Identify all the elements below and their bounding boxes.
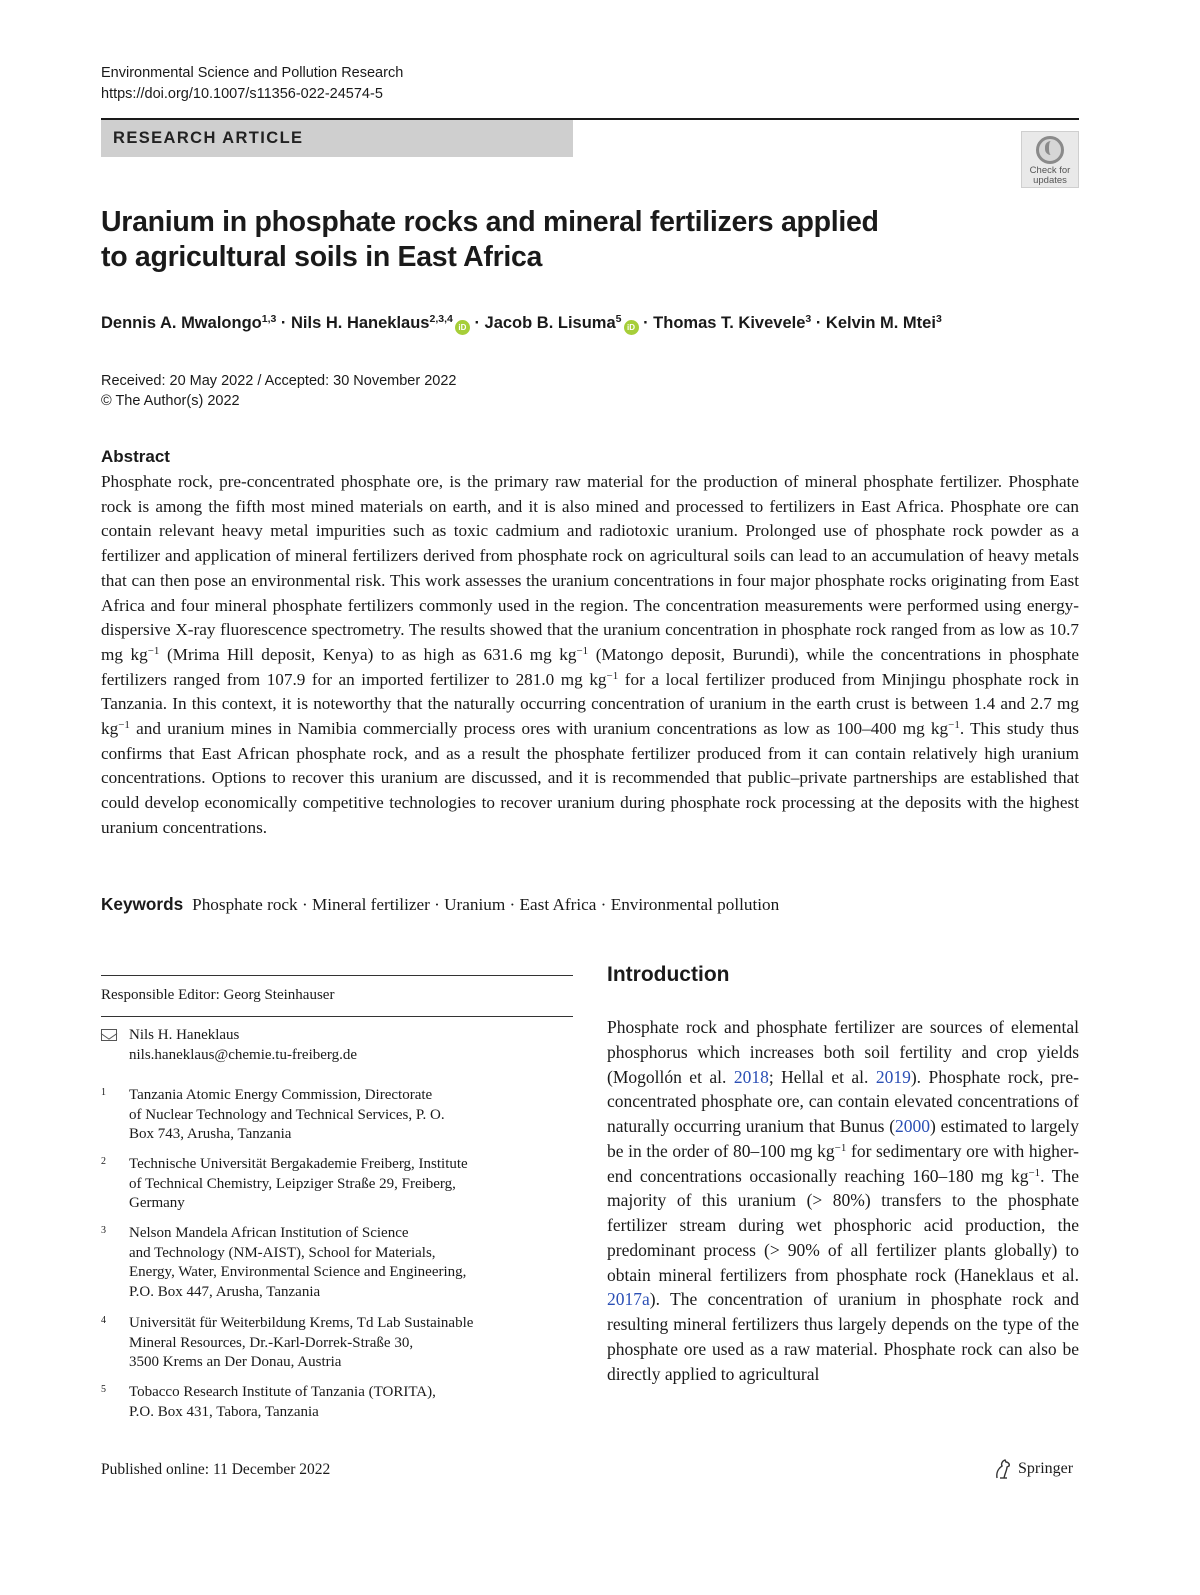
doi-link[interactable]: https://doi.org/10.1007/s11356-022-24574-5: [101, 86, 383, 102]
abstract-text: and uranium mines in Namibia commercially process ores with uranium concentrations as low as 100–400 mg kg: [129, 719, 949, 739]
article-title: [101, 205, 961, 275]
affiliation-line: P.O. Box 431, Tabora, Tanzania: [129, 1403, 319, 1420]
copyright: © The Author(s) 2022: [101, 393, 240, 409]
citation-link[interactable]: 2019: [875, 1066, 911, 1087]
check-updates-label-2: updates: [1033, 175, 1067, 186]
title-line-2: to agricultural soils in East Africa: [101, 241, 543, 273]
affiliation-line: of Technical Chemistry, Leipziger Straße 29, Freiberg,: [129, 1175, 456, 1192]
affiliation-1: [101, 1086, 573, 1145]
intro-text: ). The concentration of uranium in phosphate rock and resulting mineral fertilizers thus largely depends on the type of the phosphate ore used as a raw material. Phosphate rock can also be directly applied to agricultural: [607, 1289, 1079, 1384]
author-name[interactable]: Nils H. Haneklaus: [291, 314, 430, 332]
article-dates: [101, 371, 456, 411]
affiliation-4: [101, 1314, 573, 1373]
article-type-banner: RESEARCH ARTICLE: [101, 120, 573, 157]
author-separator: ·: [469, 314, 485, 332]
superscript: −1: [834, 1141, 847, 1154]
affiliation-line: Tobacco Research Institute of Tanzania (TORITA),: [129, 1384, 436, 1400]
check-for-updates-badge[interactable]: [1021, 131, 1079, 188]
superscript: −1: [1028, 1166, 1041, 1179]
journal-name: Environmental Science and Pollution Research: [101, 65, 404, 81]
affiliation-line: Germany: [129, 1195, 185, 1211]
abstract-text: . This study thus confirms that East African phosphate rock, and as a result the phosphate fertilizer produced from it can contain relatively high uranium concentrations. Options to recover this uranium are discussed, and it is recommended that public–private partnerships are established that could develop economically competitive technologies to recover uranium during phosphate rock processing at the deposits with the highest uranium concentrations.: [101, 719, 1079, 837]
author-affil-ref: 2,3,4: [429, 313, 453, 325]
check-updates-label-1: Check for: [1029, 165, 1071, 176]
citation-link[interactable]: 2018: [733, 1066, 769, 1087]
author-affil-ref: 1,3: [261, 313, 277, 325]
author-affil-ref: 3: [935, 313, 942, 325]
author-list: [101, 310, 1101, 336]
corresponding-email[interactable]: nils.haneklaus@chemie.tu-freiberg.de: [129, 1046, 358, 1063]
introduction-heading: Introduction: [607, 963, 730, 986]
affiliation-5: [101, 1383, 573, 1422]
affiliation-3: [101, 1224, 573, 1302]
superscript: −1: [948, 719, 960, 732]
journal-header: [101, 63, 403, 105]
affiliation-line: Technische Universität Bergakademie Freiberg, Institute: [129, 1156, 468, 1172]
affiliation-line: P.O. Box 447, Arusha, Tanzania: [129, 1283, 321, 1300]
received-accepted: Received: 20 May 2022 / Accepted: 30 November 2022: [101, 373, 457, 389]
affiliation-number: 4: [101, 1315, 106, 1326]
author-affil-ref: 3: [805, 313, 812, 325]
keywords-label: Keywords: [101, 894, 184, 914]
abstract-text: for a local fertilizer produced from Minjingu phosphate rock in Tanzania. In this context, it is noteworthy that the naturally occurring concentration of uranium in the earth crust is between 1.4 and 2.7 mg kg: [101, 669, 1079, 739]
envelope-icon: [101, 1029, 117, 1041]
keywords: [101, 892, 779, 917]
publisher-logo: [993, 1458, 1073, 1480]
author-separator: ·: [811, 314, 826, 332]
intro-text: for sedimentary ore with higher-end concentrations occasionally reaching 160–180 mg kg: [607, 1140, 1080, 1186]
affiliation-line: of Nuclear Technology and Technical Services, P. O.: [129, 1106, 445, 1123]
author-separator: ·: [638, 314, 654, 332]
intro-text: Phosphate rock and phosphate fertilizer are sources of elemental phosphorus which increases both soil fertility and crop yields (Mogollón et al.: [607, 1017, 1079, 1087]
intro-text: ) estimated to largely be in the order of 80–100 mg kg: [607, 1116, 1079, 1161]
introduction-body: [607, 1015, 1079, 1386]
affiliation-number: 5: [101, 1384, 106, 1395]
intro-text: ). Phosphate rock, pre-concentrated phosphate ore, can contain elevated concentrations of naturally occurring uranium that Bunus (: [607, 1066, 1079, 1136]
author-name[interactable]: Dennis A. Mwalongo: [101, 314, 262, 332]
abstract-text: (Matongo deposit, Burundi), while the concentrations in phosphate fertilizers ranged from 107.9 for an imported fertilizer to 281.0 mg kg: [101, 644, 1079, 689]
footnote-rule: [101, 1016, 573, 1017]
author-name[interactable]: Thomas T. Kivevele: [653, 314, 806, 332]
affiliation-number: 2: [101, 1156, 106, 1167]
orcid-icon[interactable]: iD: [455, 320, 470, 335]
author-affil-ref: 5: [615, 313, 622, 325]
abstract-heading: Abstract: [101, 447, 170, 466]
abstract-text: Phosphate rock, pre-concentrated phosphate ore, is the primary raw material for the production of mineral phosphate fertilizer. Phosphate rock is among the fifth most mined materials on earth, and it is also mined and processed to fertilizers in East Africa. Phosphate ore can contain relevant heavy metal impurities such as toxic cadmium and radiotoxic uranium. Prolonged use of phosphate rock powder as a fertilizer and application of mineral fertilizers derived from phosphate rock on agricultural soils can lead to an accumulation of heavy metals that can then pose an environmental risk. This work assesses the uranium concentrations in four major phosphate rocks originating from East Africa and four mineral phosphate fertilizers commonly used in the region. The concentration measurements were performed using energy-dispersive X-ray fluorescence spectrometry. The results showed that the uranium concentration in phosphate rock ranged from as low as 10.7 mg kg: [101, 472, 1079, 664]
abstract-body: [101, 470, 1079, 841]
affiliation-number: 1: [101, 1087, 106, 1098]
springer-horse-icon: [993, 1458, 1013, 1480]
affiliation-line: Tanzania Atomic Energy Commission, Directorate: [129, 1087, 433, 1103]
affiliation-number: 3: [101, 1225, 106, 1236]
published-online: Published online: 11 December 2022: [101, 1461, 331, 1478]
abstract-text: (Mrima Hill deposit, Kenya) to as high as 631.6 mg kg: [159, 644, 577, 664]
author-name[interactable]: Kelvin M. Mtei: [825, 314, 936, 332]
author-separator: ·: [276, 314, 292, 332]
responsible-editor: Responsible Editor: Georg Steinhauser: [101, 987, 335, 1003]
keywords-list: Phosphate rock · Mineral fertilizer · Uranium · East Africa · Environmental pollution: [192, 895, 780, 914]
affiliation-line: Energy, Water, Environmental Science and Engineering,: [129, 1264, 467, 1280]
citation-link[interactable]: 2017a: [607, 1289, 650, 1310]
affiliation-line: Mineral Resources, Dr.-Karl-Dorrek-Straße 30,: [129, 1334, 414, 1351]
author-name[interactable]: Jacob B. Lisuma: [484, 314, 616, 332]
superscript: −1: [606, 669, 619, 682]
affiliation-2: [101, 1155, 573, 1214]
affiliation-line: and Technology (NM-AIST), School for Materials,: [129, 1244, 436, 1261]
superscript: −1: [576, 644, 589, 657]
footnote-rule: [101, 975, 573, 976]
corresponding-name: Nils H. Haneklaus: [129, 1027, 240, 1043]
intro-text: . The majority of this uranium (> 80%) transfers to the phosphate fertilizer stream during wet phosphoric acid production, the predominant process (> 90% of all fertilizer plants globally) to obtain mineral fertilizers from phosphate rock (Haneklaus et al.: [607, 1165, 1079, 1285]
superscript: −1: [147, 644, 160, 657]
affiliation-line: Box 743, Arusha, Tanzania: [129, 1126, 292, 1142]
intro-text: ; Hellal et al.: [768, 1066, 876, 1087]
corresponding-author: [101, 1026, 357, 1065]
affiliation-line: Nelson Mandela African Institution of Science: [129, 1225, 409, 1241]
publisher-name: Springer: [1018, 1460, 1074, 1477]
affiliation-line: Universität für Weiterbildung Krems, Td Lab Sustainable: [129, 1315, 474, 1331]
check-updates-icon: [1036, 136, 1064, 164]
orcid-icon[interactable]: iD: [624, 320, 639, 335]
title-line-1: Uranium in phosphate rocks and mineral fertilizers applied: [101, 206, 879, 238]
citation-link[interactable]: 2000: [895, 1116, 931, 1136]
affiliation-line: 3500 Krems an Der Donau, Austria: [129, 1354, 342, 1370]
superscript: −1: [118, 719, 130, 732]
